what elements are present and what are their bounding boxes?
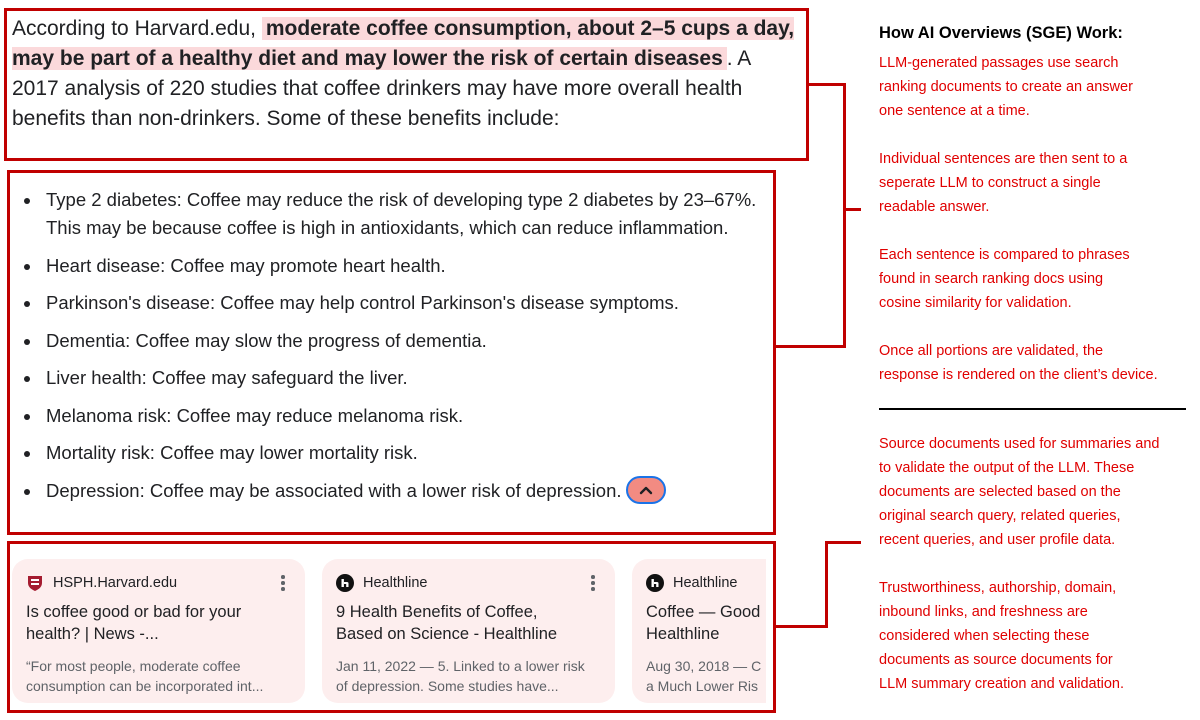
- annotation-divider: [879, 408, 1186, 410]
- source-site: Healthline: [673, 575, 738, 591]
- connector-line: [825, 541, 828, 628]
- list-item: Type 2 diabetes: Coffee may reduce the risk of developing type 2 diabetes by 23–67%. This may be because coffee is high in antioxidants, which can reduce inflammation.: [20, 186, 780, 242]
- connector-line: [846, 208, 861, 211]
- connector-line: [776, 345, 846, 348]
- list-item: Mortality risk: Coffee may lower mortality risk.: [20, 439, 780, 467]
- connector-line: [809, 83, 846, 86]
- list-annotation-frame: [7, 170, 776, 535]
- source-snippet: Aug 30, 2018 — C a Much Lower Ris: [646, 658, 762, 694]
- list-item: Depression: Coffee may be associated with a lower risk of depression.: [20, 477, 780, 506]
- list-item: Dementia: Coffee may slow the progress of dementia.: [20, 327, 780, 355]
- source-site: Healthline: [363, 575, 428, 591]
- list-item: Liver health: Coffee may safeguard the liver.: [20, 364, 780, 392]
- source-snippet: Jan 11, 2022 — 5. Linked to a lower risk of depression. Some studies have...: [336, 658, 585, 694]
- intro-highlight: moderate coffee consumption, about 2–5 cups a day, may be part of a healthy diet and may lower the risk of certain diseases: [12, 17, 795, 70]
- intro-lead: According to Harvard.edu,: [12, 17, 256, 40]
- cards-annotation-frame: [7, 541, 776, 713]
- source-site: HSPH.Harvard.edu: [53, 575, 178, 591]
- source-title[interactable]: Coffee — Good Healthline: [646, 603, 761, 643]
- intro-annotation-frame: [4, 8, 809, 161]
- annotation-paragraph: LLM-generated passages use search ranking documents to create an answer one sentence at a time.: [879, 55, 1133, 119]
- annotation-paragraph: Source documents used for summaries and to validate the output of the LLM. These documents are selected based on the original search query, related queries, recent queries, and user profile data.: [879, 436, 1160, 548]
- source-title[interactable]: Is coffee good or bad for your health? | News -...: [26, 603, 242, 643]
- annotation-paragraph: Once all portions are validated, the response is rendered on the client’s device.: [879, 343, 1158, 383]
- list-item: Parkinson's disease: Coffee may help control Parkinson's disease symptoms.: [20, 289, 780, 317]
- connector-line: [776, 625, 828, 628]
- annotation-paragraph: Individual sentences are then sent to a seperate LLM to construct a single readable answer.: [879, 151, 1128, 215]
- annotation-title: How AI Overviews (SGE) Work:: [879, 24, 1123, 42]
- annotation-paragraph: Each sentence is compared to phrases found in search ranking docs using cosine similarity for validation.: [879, 247, 1130, 311]
- connector-line: [843, 83, 846, 348]
- source-title[interactable]: 9 Health Benefits of Coffee, Based on Science - Healthline: [336, 603, 558, 643]
- source-snippet: “For most people, moderate coffee consumption can be incorporated int...: [26, 658, 264, 694]
- annotation-paragraph: Trustworthiness, authorship, domain, inbound links, and freshness are considered when selecting these documents as source documents for LLM summary creation and validation.: [879, 580, 1125, 692]
- connector-line: [825, 541, 861, 544]
- intro-rest: . A 2017 analysis of 220 studies that coffee drinkers may have more overall health benefits than non-drinkers. Some of these benefits include:: [12, 47, 751, 130]
- list-item: Melanoma risk: Coffee may reduce melanoma risk.: [20, 402, 780, 430]
- list-item: Heart disease: Coffee may promote heart health.: [20, 252, 780, 280]
